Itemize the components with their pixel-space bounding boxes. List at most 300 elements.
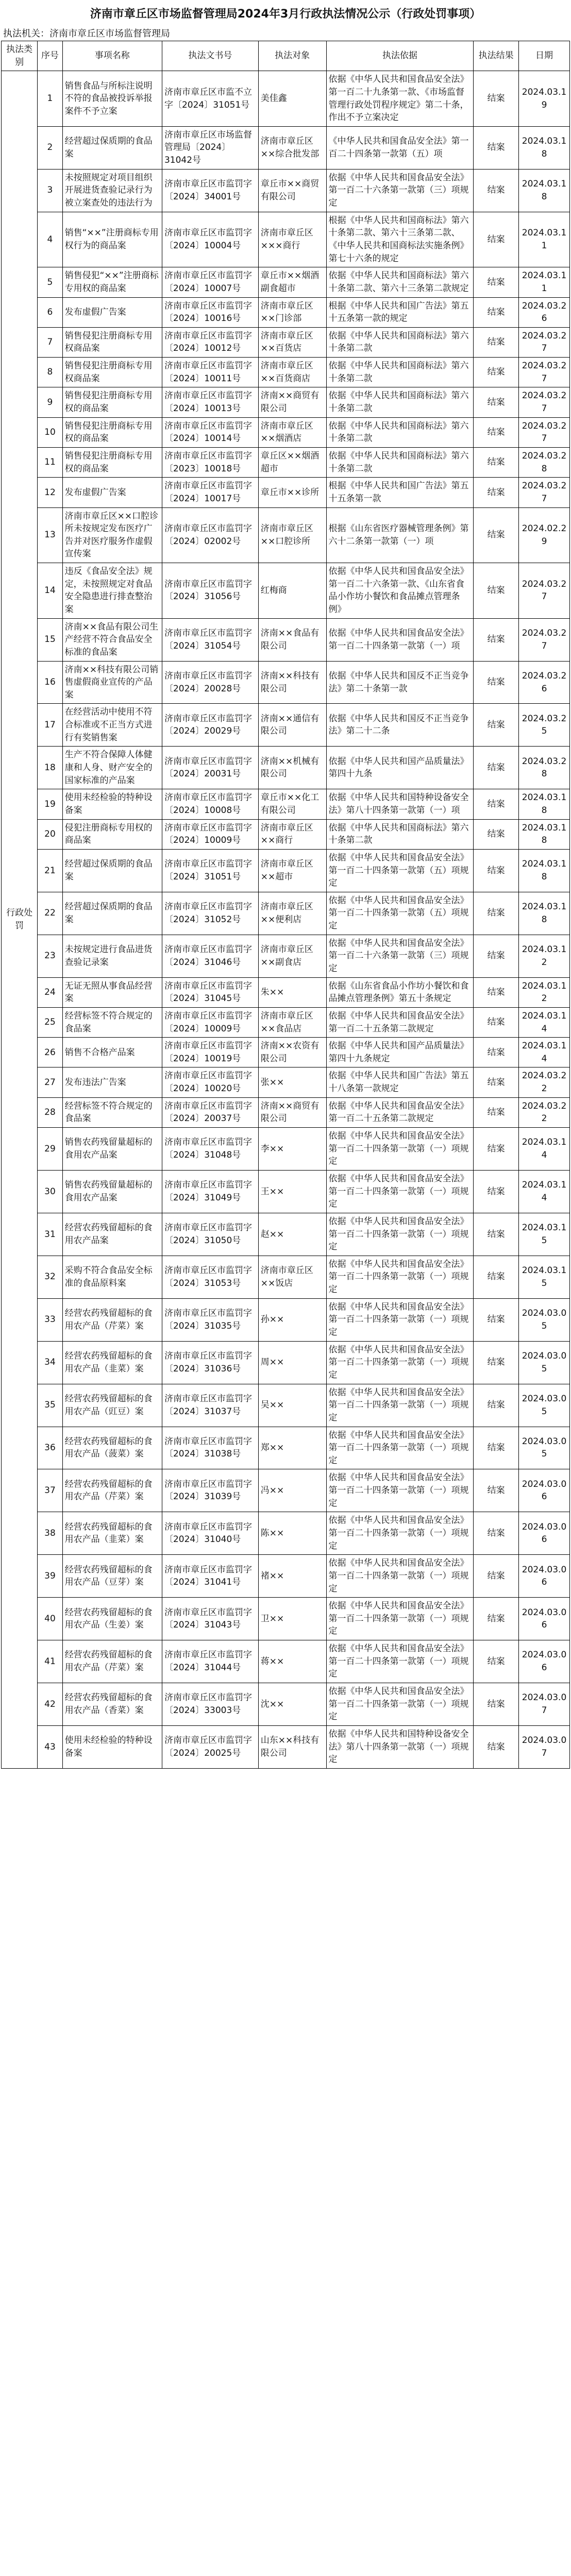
row-date: 2024.03.27 [519, 563, 570, 619]
row-no: 7 [38, 327, 62, 357]
row-target: 章丘市××诊所 [258, 478, 326, 507]
row-basis: 根据《中华人民共和国广告法》第五十五条第一款的规定 [326, 297, 474, 327]
row-no: 38 [38, 1512, 62, 1555]
row-target: 济南市章丘区××饭店 [258, 1256, 326, 1298]
table-row [2, 447, 570, 477]
table-row [2, 417, 570, 447]
row-doc: 济南市章丘区市监罚字〔2024〕31039号 [162, 1469, 258, 1512]
row-date: 2024.03.28 [519, 447, 570, 477]
row-date: 2024.03.06 [519, 1598, 570, 1640]
row-doc: 济南市章丘区市监罚字〔2024〕34001号 [162, 169, 258, 212]
row-item: 济南××科技有限公司销售虚假商业宣传的产品案 [62, 661, 162, 704]
row-no: 18 [38, 747, 62, 789]
table-row [2, 1384, 570, 1427]
row-date: 2024.03.07 [519, 1683, 570, 1726]
table-row [2, 1097, 570, 1127]
row-doc: 济南市章丘区市监罚字〔2024〕10014号 [162, 417, 258, 447]
row-basis: 依据《中华人民共和国食品安全法》第一百二十四条第一款第（一）项规定 [326, 1298, 474, 1341]
table-row [2, 1256, 570, 1298]
row-result: 结案 [474, 704, 519, 747]
row-basis: 依据《中华人民共和国商标法》第六十条第二款 [326, 387, 474, 417]
row-item: 无证无照从事食品经营案 [62, 977, 162, 1007]
table-row [2, 563, 570, 619]
row-no: 2 [38, 126, 62, 169]
table-row [2, 1170, 570, 1213]
row-target: 红梅商 [258, 563, 326, 619]
row-item: 使用未经检验的特种设备案 [62, 789, 162, 819]
header-item: 事项名称 [62, 41, 162, 71]
row-basis: 依据《中华人民共和国特种设备安全法》第八十四条第一款第（一）项规定 [326, 1725, 474, 1768]
table-row [2, 1512, 570, 1555]
row-doc: 济南市章丘区市监罚字〔2024〕10008号 [162, 789, 258, 819]
row-result: 结案 [474, 1427, 519, 1469]
row-date: 2024.03.27 [519, 387, 570, 417]
row-target: 王×× [258, 1170, 326, 1213]
row-result: 结案 [474, 1067, 519, 1097]
header-no: 序号 [38, 41, 62, 71]
row-no: 1 [38, 71, 62, 127]
row-date: 2024.03.27 [519, 618, 570, 661]
row-basis: 依据《中华人民共和国食品安全法》第一百二十四条第一款第（一）项规定 [326, 1427, 474, 1469]
row-basis: 依据《中华人民共和国商标法》第六十条第二款、第六十三条第二款规定 [326, 267, 474, 297]
row-target: 张×× [258, 1067, 326, 1097]
table-row [2, 1725, 570, 1768]
row-result: 结案 [474, 387, 519, 417]
row-basis: 依据《中华人民共和国特种设备安全法》第八十四条第一款第（一）项 [326, 789, 474, 819]
row-result: 结案 [474, 1038, 519, 1067]
row-date: 2024.03.05 [519, 1384, 570, 1427]
row-item: 销售侵犯注册商标专用权的商品案 [62, 387, 162, 417]
row-target: 章丘市××烟酒副食超市 [258, 267, 326, 297]
row-doc: 济南市章丘区市监罚字〔2024〕31052号 [162, 892, 258, 935]
row-no: 29 [38, 1128, 62, 1171]
row-result: 结案 [474, 563, 519, 619]
row-target: 济南市章丘区××副食店 [258, 935, 326, 977]
row-result: 结案 [474, 1007, 519, 1037]
row-no: 23 [38, 935, 62, 977]
row-result: 结案 [474, 747, 519, 789]
row-result: 结案 [474, 297, 519, 327]
table-row [2, 892, 570, 935]
row-result: 结案 [474, 417, 519, 447]
row-item: 在经营活动中使用不符合标准或不正当方式进行有奖销售案 [62, 704, 162, 747]
row-item: 经营农药残留超标的食用农产品（韭菜）案 [62, 1341, 162, 1384]
row-item: 未按照规定对项目组织开展进货查验记录行为被立案查处的违法行为 [62, 169, 162, 212]
table-row [2, 704, 570, 747]
row-doc: 济南市章丘区市监罚字〔2024〕10009号 [162, 819, 258, 849]
header-doc: 执法文书号 [162, 41, 258, 71]
row-doc: 济南市章丘区市监罚字〔2024〕31046号 [162, 935, 258, 977]
row-basis: 依据《中华人民共和国食品安全法》第一百二十四条第一款第（一）项规定 [326, 1469, 474, 1512]
row-result: 结案 [474, 1170, 519, 1213]
row-target: 蒋×× [258, 1640, 326, 1683]
row-no: 11 [38, 447, 62, 477]
row-no: 30 [38, 1170, 62, 1213]
row-basis: 依据《中华人民共和国食品安全法》第一百二十四条第一款第（五）项规定 [326, 892, 474, 935]
row-no: 13 [38, 507, 62, 563]
table-row [2, 1469, 570, 1512]
row-doc: 济南市章丘区市监罚字〔2024〕31040号 [162, 1512, 258, 1555]
row-result: 结案 [474, 1469, 519, 1512]
row-doc: 济南市章丘区市监罚字〔2024〕10016号 [162, 297, 258, 327]
row-target: 济南市章丘区××百货商店 [258, 358, 326, 387]
row-basis: 依据《中华人民共和国食品安全法》第一百二十六条第一款第（三）项规定 [326, 169, 474, 212]
table-row [2, 819, 570, 849]
row-basis: 根据《山东省医疗器械管理条例》第六十二条第一款第（一）项 [326, 507, 474, 563]
row-no: 22 [38, 892, 62, 935]
row-no: 35 [38, 1384, 62, 1427]
row-result: 结案 [474, 977, 519, 1007]
table-row [2, 1640, 570, 1683]
row-basis: 依据《中华人民共和国商标法》第六十条第二款 [326, 358, 474, 387]
row-target: 周×× [258, 1341, 326, 1384]
row-target: 济南市章丘区××口腔诊所 [258, 507, 326, 563]
row-result: 结案 [474, 169, 519, 212]
table-row [2, 478, 570, 507]
row-result: 结案 [474, 126, 519, 169]
row-doc: 济南市章丘区市监罚字〔2023〕10018号 [162, 447, 258, 477]
row-target: 章丘市××商贸有限公司 [258, 169, 326, 212]
row-basis: 依据《中华人民共和国食品安全法》第一百二十四条第一款第（一）项规定 [326, 1555, 474, 1598]
row-result: 结案 [474, 1725, 519, 1768]
row-date: 2024.03.25 [519, 704, 570, 747]
table-row [2, 169, 570, 212]
row-basis: 依据《中华人民共和国食品安全法》第一百二十四条第一款第（一）项规定 [326, 1683, 474, 1726]
table-header-row [2, 41, 570, 71]
row-no: 16 [38, 661, 62, 704]
row-target: 济南市章丘区××食品店 [258, 1007, 326, 1037]
row-item: 经营超过保质期的食品案 [62, 892, 162, 935]
row-doc: 济南市章丘区市监罚字〔2024〕02002号 [162, 507, 258, 563]
row-no: 42 [38, 1683, 62, 1726]
row-no: 33 [38, 1298, 62, 1341]
row-result: 结案 [474, 819, 519, 849]
row-doc: 济南市章丘区市监罚字〔2024〕10009号 [162, 1007, 258, 1037]
row-basis: 依据《中华人民共和国食品安全法》第一百二十四条第一款第（一）项规定 [326, 1341, 474, 1384]
row-target: 山东××科技有限公司 [258, 1725, 326, 1768]
row-no: 10 [38, 417, 62, 447]
row-basis: 依据《中华人民共和国反不正当竞争法》第二十条第一款 [326, 661, 474, 704]
row-result: 结案 [474, 618, 519, 661]
table-row [2, 1213, 570, 1256]
row-date: 2024.03.14 [519, 1007, 570, 1037]
row-doc: 济南市章丘区市监罚字〔2024〕31045号 [162, 977, 258, 1007]
header-date: 日期 [519, 41, 570, 71]
row-no: 14 [38, 563, 62, 619]
row-doc: 济南市章丘区市监罚字〔2024〕20028号 [162, 661, 258, 704]
row-result: 结案 [474, 1341, 519, 1384]
row-target: 济南××科技有限公司 [258, 661, 326, 704]
row-date: 2024.03.12 [519, 977, 570, 1007]
row-no: 6 [38, 297, 62, 327]
row-date: 2024.03.05 [519, 1298, 570, 1341]
row-date: 2024.03.07 [519, 1725, 570, 1768]
row-date: 2024.03.06 [519, 1640, 570, 1683]
row-basis: 《中华人民共和国食品安全法》第一百二十四条第一款第（五）项 [326, 126, 474, 169]
row-no: 27 [38, 1067, 62, 1097]
row-result: 结案 [474, 478, 519, 507]
row-doc: 济南市章丘区市监罚字〔2024〕31044号 [162, 1640, 258, 1683]
row-basis: 依据《中华人民共和国产品质量法》第四十九条 [326, 747, 474, 789]
row-target: 朱×× [258, 977, 326, 1007]
row-item: 发布虚假广告案 [62, 478, 162, 507]
table-row [2, 789, 570, 819]
table-row [2, 507, 570, 563]
row-item: 未按规定进行食品进货查验记录案 [62, 935, 162, 977]
row-basis: 依据《中华人民共和国食品安全法》第一百二十四条第一款第（一）项规定 [326, 1256, 474, 1298]
row-item: 经营农药残留超标的食用农产品（韭菜）案 [62, 1512, 162, 1555]
row-item: 销售农药残留量超标的食用农产品案 [62, 1170, 162, 1213]
row-date: 2024.03.18 [519, 789, 570, 819]
row-result: 结案 [474, 1097, 519, 1127]
row-date: 2024.03.06 [519, 1555, 570, 1598]
row-doc: 济南市章丘区市监罚字〔2024〕31051号 [162, 849, 258, 892]
table-body [2, 71, 570, 1769]
row-result: 结案 [474, 789, 519, 819]
row-no: 15 [38, 618, 62, 661]
table-row [2, 71, 570, 127]
row-date: 2024.03.27 [519, 358, 570, 387]
row-result: 结案 [474, 1256, 519, 1298]
row-no: 39 [38, 1555, 62, 1598]
row-basis: 依据《中华人民共和国产品质量法》第四十九条规定 [326, 1038, 474, 1067]
row-result: 结案 [474, 358, 519, 387]
row-target: 济南××通信有限公司 [258, 704, 326, 747]
row-result: 结案 [474, 1298, 519, 1341]
row-basis: 依据《中华人民共和国食品安全法》第一百二十四条第一款第（一）项规定 [326, 1384, 474, 1427]
agency-value: 济南市章丘区市场监督管理局 [49, 28, 170, 39]
row-basis: 依据《中华人民共和国食品安全法》第一百二十四条第一款第（一）项 [326, 618, 474, 661]
row-item: 销售侵犯注册商标专用权商品案 [62, 358, 162, 387]
row-date: 2024.03.15 [519, 1256, 570, 1298]
row-target: 济南××商贸有限公司 [258, 1097, 326, 1127]
row-target: 郑×× [258, 1427, 326, 1469]
table-row [2, 297, 570, 327]
category-cell: 行政处罚 [2, 71, 38, 1769]
row-no: 32 [38, 1256, 62, 1298]
row-basis: 依据《中华人民共和国商标法》第六十条第二款 [326, 417, 474, 447]
row-target: 章丘市××化工有限公司 [258, 789, 326, 819]
row-item: 经营农药残留超标的食用农产品（豇豆）案 [62, 1384, 162, 1427]
row-item: 经营农药残留超标的食用农产品（芹菜）案 [62, 1640, 162, 1683]
row-basis: 依据《中华人民共和国食品安全法》第一百二十四条第一款第（一）项规定 [326, 1512, 474, 1555]
row-date: 2024.03.18 [519, 126, 570, 169]
row-no: 26 [38, 1038, 62, 1067]
row-no: 24 [38, 977, 62, 1007]
row-item: 销售侵犯注册商标专用权的商品案 [62, 417, 162, 447]
row-basis: 依据《中华人民共和国食品安全法》第一百二十四条第一款第（一）项规定 [326, 1213, 474, 1256]
row-basis: 依据《中华人民共和国商标法》第六十条第二款 [326, 447, 474, 477]
row-no: 21 [38, 849, 62, 892]
row-doc: 济南市章丘区市监罚字〔2024〕31041号 [162, 1555, 258, 1598]
row-target: 济南市章丘区××门诊部 [258, 297, 326, 327]
row-target: 沈×× [258, 1683, 326, 1726]
row-target: 济南××农资有限公司 [258, 1038, 326, 1067]
row-target: 章丘区××烟酒超市 [258, 447, 326, 477]
row-item: 销售不合格产品案 [62, 1038, 162, 1067]
row-result: 结案 [474, 1213, 519, 1256]
row-item: 经营超过保质期的食品案 [62, 849, 162, 892]
row-doc: 济南市章丘区市监罚字〔2024〕31053号 [162, 1256, 258, 1298]
row-date: 2024.03.15 [519, 1213, 570, 1256]
row-no: 4 [38, 212, 62, 267]
row-no: 43 [38, 1725, 62, 1768]
enforcement-table [1, 41, 570, 1769]
table-row [2, 327, 570, 357]
row-result: 结案 [474, 1512, 519, 1555]
row-basis: 根据《中华人民共和国商标法》第六十条第二款、第六十三条第二款、《中华人民共和国商标法实施条例》第七十六条的规定 [326, 212, 474, 267]
table-row [2, 1007, 570, 1037]
row-basis: 依据《中华人民共和国食品安全法》第一百二十四条第一款第（一）项规定 [326, 1640, 474, 1683]
table-row [2, 1038, 570, 1067]
row-result: 结案 [474, 1640, 519, 1683]
table-row [2, 849, 570, 892]
table-row [2, 661, 570, 704]
row-date: 2024.03.28 [519, 747, 570, 789]
row-basis: 根据《中华人民共和国广告法》第五十五条第一款 [326, 478, 474, 507]
row-item: 济南××食品有限公司生产经营不符合食品安全标准的食品案 [62, 618, 162, 661]
table-row [2, 1341, 570, 1384]
row-date: 2024.03.19 [519, 71, 570, 127]
header-category: 执法类别 [2, 41, 38, 71]
row-doc: 济南市章丘区市监罚字〔2024〕20031号 [162, 747, 258, 789]
row-item: 销售侵犯注册商标专用权的商品案 [62, 447, 162, 477]
row-item: 经营农药残留超标的食用农产品（香菜）案 [62, 1683, 162, 1726]
table-row [2, 1555, 570, 1598]
row-result: 结案 [474, 935, 519, 977]
row-date: 2024.03.22 [519, 1097, 570, 1127]
row-basis: 依据《中华人民共和国食品安全法》第一百二十四条第一款第（一）项规定 [326, 1170, 474, 1213]
row-date: 2024.03.05 [519, 1341, 570, 1384]
row-result: 结案 [474, 661, 519, 704]
row-date: 2024.03.14 [519, 1170, 570, 1213]
row-no: 36 [38, 1427, 62, 1469]
row-item: 销售食品与所标注说明不符的食品被投诉举报案件不予立案 [62, 71, 162, 127]
row-target: 济南市章丘区××烟酒店 [258, 417, 326, 447]
row-no: 37 [38, 1469, 62, 1512]
row-date: 2024.03.18 [519, 849, 570, 892]
table-row [2, 1298, 570, 1341]
row-date: 2024.03.22 [519, 1067, 570, 1097]
row-item: 使用未经检验的特种设备案 [62, 1725, 162, 1768]
agency-label: 执法机关： [3, 28, 49, 39]
table-row [2, 935, 570, 977]
row-doc: 济南市章丘区市监罚字〔2024〕31036号 [162, 1341, 258, 1384]
row-item: 经营农药残留超标的食用农产品（生姜）案 [62, 1598, 162, 1640]
row-doc: 济南市章丘区市监罚字〔2024〕31049号 [162, 1170, 258, 1213]
row-item: 经营农药残留超标的食用农产品案 [62, 1213, 162, 1256]
row-doc: 济南市章丘区市监罚字〔2024〕31048号 [162, 1128, 258, 1171]
row-target: 济南市章丘区××超市 [258, 849, 326, 892]
table-row [2, 126, 570, 169]
row-no: 41 [38, 1640, 62, 1683]
row-doc: 济南市章丘区市监罚字〔2024〕10019号 [162, 1038, 258, 1067]
row-basis: 依据《中华人民共和国商标法》第六十条第二款 [326, 819, 474, 849]
row-date: 2024.03.14 [519, 1038, 570, 1067]
row-basis: 依据《中华人民共和国食品安全法》第一百二十四条第一款第（五）项规定 [326, 849, 474, 892]
row-target: 济南市章丘区××百货店 [258, 327, 326, 357]
row-doc: 济南市章丘区市监罚字〔2024〕33003号 [162, 1683, 258, 1726]
row-target: 吴×× [258, 1384, 326, 1427]
row-result: 结案 [474, 267, 519, 297]
row-basis: 依据《中华人民共和国食品安全法》第一百二十六条第一款、《山东省食品小作坊小餐饮和食品摊点管理条例》 [326, 563, 474, 619]
row-item: 经营标签不符合规定的食品案 [62, 1097, 162, 1127]
table-row [2, 1128, 570, 1171]
row-target: 济南市章丘区××商行 [258, 819, 326, 849]
row-doc: 济南市章丘区市监罚字〔2024〕31035号 [162, 1298, 258, 1341]
table-row [2, 747, 570, 789]
row-no: 3 [38, 169, 62, 212]
row-result: 结案 [474, 1555, 519, 1598]
row-item: 经营农药残留超标的食用农产品（芹菜）案 [62, 1469, 162, 1512]
row-item: 销售侵犯注册商标专用权商品案 [62, 327, 162, 357]
row-date: 2024.03.06 [519, 1512, 570, 1555]
row-doc: 济南市章丘区市监罚字〔2024〕20029号 [162, 704, 258, 747]
row-date: 2024.03.18 [519, 169, 570, 212]
row-item: 济南市章丘区××口腔诊所未按规定发布医疗广告并对医疗服务作虚假宣传案 [62, 507, 162, 563]
row-date: 2024.03.27 [519, 417, 570, 447]
row-target: 褚×× [258, 1555, 326, 1598]
row-doc: 济南市章丘区市监罚字〔2024〕10011号 [162, 358, 258, 387]
row-target: 济南市章丘区××便利店 [258, 892, 326, 935]
table-row [2, 1598, 570, 1640]
row-no: 17 [38, 704, 62, 747]
row-item: 生产不符合保障人体健康和人身、财产安全的国家标准的产品案 [62, 747, 162, 789]
page-title: 济南市章丘区市场监督管理局2024年3月行政执法情况公示（行政处罚事项） [90, 8, 481, 21]
row-item: 经营标签不符合规定的食品案 [62, 1007, 162, 1037]
table-row [2, 1427, 570, 1469]
table-row [2, 212, 570, 267]
row-item: 采购不符合食品安全标准的食品原料案 [62, 1256, 162, 1298]
row-date: 2024.03.27 [519, 478, 570, 507]
row-doc: 济南市章丘区市监罚字〔2024〕31050号 [162, 1213, 258, 1256]
header-result: 执法结果 [474, 41, 519, 71]
row-item: 违反《食品安全法》规定，未按照规定对食品安全隐患进行排查整治案 [62, 563, 162, 619]
table-row [2, 267, 570, 297]
row-basis: 依据《中华人民共和国反不正当竞争法》第二十二条 [326, 704, 474, 747]
row-date: 2024.03.05 [519, 1427, 570, 1469]
row-result: 结案 [474, 892, 519, 935]
row-date: 2024.03.18 [519, 892, 570, 935]
row-item: 发布虚假广告案 [62, 297, 162, 327]
row-no: 12 [38, 478, 62, 507]
table-row [2, 1067, 570, 1097]
row-basis: 依据《中华人民共和国食品安全法》第一百二十九条第一款、《市场监督管理行政处罚程序规定》第二十条，作出不予立案决定 [326, 71, 474, 127]
row-basis: 依据《中华人民共和国食品安全法》第一百二十五条第二款规定 [326, 1007, 474, 1037]
row-no: 31 [38, 1213, 62, 1256]
row-no: 19 [38, 789, 62, 819]
row-target: 济南××机械有限公司 [258, 747, 326, 789]
row-no: 25 [38, 1007, 62, 1037]
header-target: 执法对象 [258, 41, 326, 71]
row-item: 经营农药残留超标的食用农产品（菠菜）案 [62, 1427, 162, 1469]
row-doc: 济南市章丘区市监罚字〔2024〕10020号 [162, 1067, 258, 1097]
row-target: 赵×× [258, 1213, 326, 1256]
row-result: 结案 [474, 327, 519, 357]
row-doc: 济南市章丘区市监罚字〔2024〕10004号 [162, 212, 258, 267]
row-result: 结案 [474, 212, 519, 267]
row-date: 2024.02.29 [519, 507, 570, 563]
row-doc: 济南市章丘区市监不立字〔2024〕31051号 [162, 71, 258, 127]
row-doc: 济南市章丘区市监罚字〔2024〕10017号 [162, 478, 258, 507]
row-doc: 济南市章丘区市监罚字〔2024〕31037号 [162, 1384, 258, 1427]
row-no: 20 [38, 819, 62, 849]
row-item: 发布违法广告案 [62, 1067, 162, 1097]
row-basis: 依据《中华人民共和国食品安全法》第一百二十五条第二款规定 [326, 1097, 474, 1127]
row-no: 28 [38, 1097, 62, 1127]
row-target: 卫×× [258, 1598, 326, 1640]
row-date: 2024.03.06 [519, 1469, 570, 1512]
